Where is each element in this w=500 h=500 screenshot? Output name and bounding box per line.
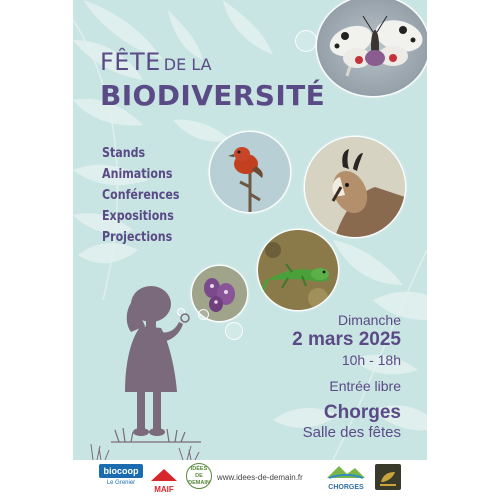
event-details (292, 312, 401, 442)
activity-item: Animations (102, 166, 173, 182)
lizard-image (258, 230, 338, 310)
maif-symbol (151, 469, 177, 481)
event-date: 2 mars 2025 (292, 329, 401, 350)
chorges-logo: CHORGES (325, 462, 367, 492)
poster-title-main: BIODIVERSITÉ (100, 79, 326, 112)
partner-logo (375, 464, 401, 490)
title-fete: FÊTE (100, 48, 161, 76)
decorative-bubble (295, 30, 317, 52)
event-entry: Entrée libre (329, 378, 401, 394)
event-town: Chorges (323, 402, 401, 423)
partner-symbol (375, 464, 401, 490)
activity-item: Expositions (102, 208, 174, 224)
bird-bubble (210, 132, 290, 212)
chamois-image (305, 137, 405, 237)
activities-list (102, 143, 196, 248)
idees-de-demain-logo: IDÉES DE DEMAIN (186, 463, 212, 489)
chamois-bubble (305, 137, 405, 237)
website-url: www.idees-de-demain.fr (217, 473, 303, 482)
activity-item: Projections (102, 229, 173, 245)
butterfly-bubble (317, 0, 427, 96)
maif-logo: MAIF (151, 466, 177, 490)
bird-image (210, 132, 290, 212)
decorative-bubble (225, 322, 243, 340)
poster-title-top (100, 48, 212, 76)
butterfly-image (317, 0, 427, 96)
child-silhouette (111, 282, 201, 447)
activity-item: Stands (102, 145, 146, 161)
title-de-la: DE LA (163, 55, 212, 74)
biocoop-logo: biocoop Le Grenier (99, 464, 143, 490)
sponsors-footer (73, 460, 427, 500)
event-venue: Salle des fêtes (302, 424, 401, 441)
event-day: Dimanche (337, 312, 401, 328)
chorges-mountain-symbol (325, 462, 367, 480)
event-poster (73, 0, 427, 500)
event-hours: 10h - 18h (341, 352, 401, 368)
activity-item: Conférences (102, 187, 180, 203)
lizard-bubble (258, 230, 338, 310)
